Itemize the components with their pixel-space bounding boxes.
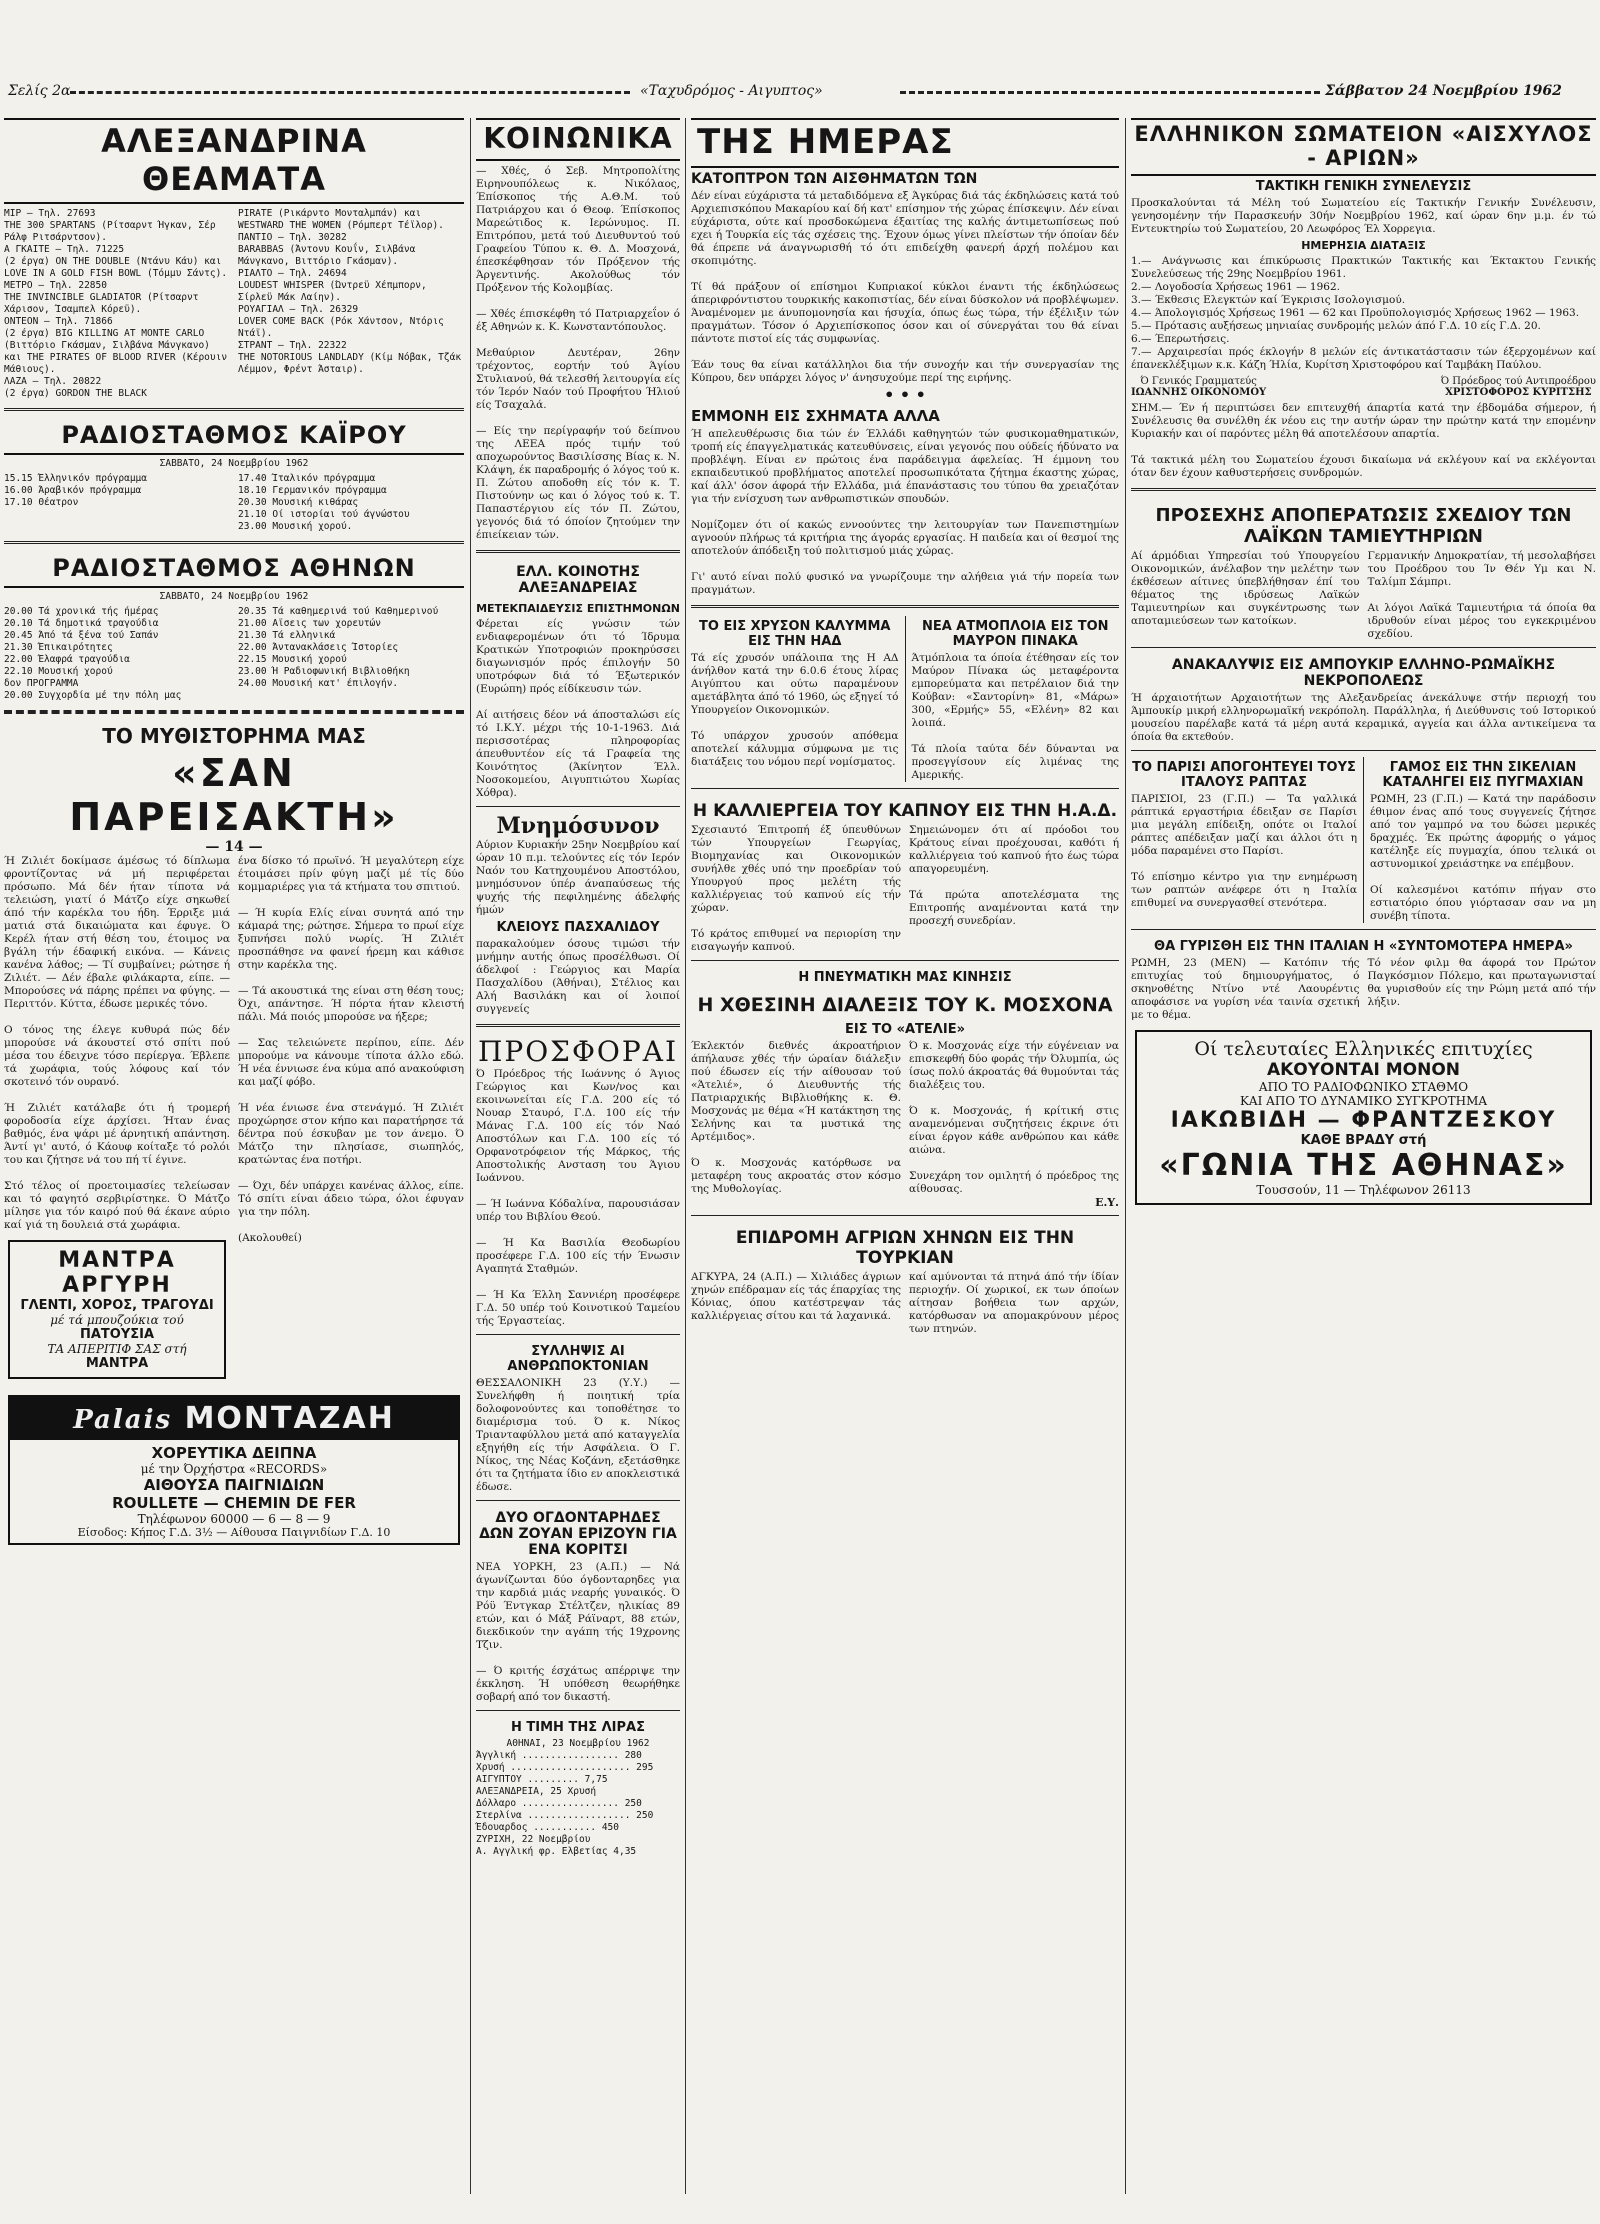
ad-gonia-line: ΙΑΚΩΒΙΔΗ — ΦΡΑΝΤΖΕΣΚΟΥ [1170,1108,1557,1133]
radio-cairo-right: 17.40 Ίταλικόν πρόγραμμα 18.10 Γερμανικόν πρόγραμμα 20.30 Μουσική κιθάρας 21.10 Οί ιστορίαι τού άγνώστου 23.00 Μουσική χορού. [238,473,410,532]
wedding-story [1363,757,1596,923]
secretary-block [1131,376,1266,398]
ad-montazah-banner [10,1397,458,1440]
lecture-heading: Η ΧΘΕΣΙΝΗ ΔΙΑΛΕΞΙΣ ΤΟΥ Κ. ΜΟΣΧΟΝΑ [697,994,1113,1016]
issue-date: Σάββατον 24 Νοεμβρίου 1962 [1325,83,1562,99]
pound-rates: Άγγλική ................. 280 Χρυσή ..................... 295 ΑΙΓΥΠΤΟΥ ......... 7,75 ΑΛΕΞΑΝΔΡΕΙΑ, 25 Χρυσή Δόλλαρο ................. 250 Στερλίνα .................. 250 Έδουαρδος ........... 450 [476,1750,654,1833]
geese-text: καί αμύνονται τά πτηνά άπό τήν ίδίαν περιοχήν. Οί χωρικοί, εκ των όποίων αίτησαν βοήθεια των αρχών, κατόρθωσαν να απομακρύνουν μέρος των πτηνών. [909,1271,1119,1335]
novel-column-right [238,855,464,1387]
association-subheading: ΤΑΚΤΙΚΗ ΓΕΝΙΚΗ ΣΥΝΕΛΕΥΣΙΣ [1255,179,1472,194]
gold-text: Τά είς χρυσόν υπάλοιπα της Η ΑΔ άνήλθον κατά την 6.0.6 έτους λίρας Αιγύπτου και ούτω παραμένουν αμετάβλητα άπό τό 1960, ώς εξηγεί τό Υπουργείον Οικονομικών. Τό υπάρχον χρυσούν απόθεμα αποτελεί κάλυμμα σύμφωνα με τις διατάξεις του νόμου περί νομίσματος. [691,652,899,768]
savings-text: Αί άρμόδιαι Υπηρεσίαι τού Υπουργείου Οικονομικών, άνέλαβον την μελέτην των έκθέσεων αίτινες ύπεβλήθησαν έπί του θέματος της ιδρύσεως Λαϊκών Ταμιευτηρίων και συγκέντρωσης των αποταμιεύσεων των κατοίκων. [1131,550,1360,627]
folio-line [0,83,1600,103]
ad-montazah-line: μέ την Όρχήστρα «RECORDS» [140,1462,328,1476]
president-label: Ό Πρόεδρος τού Αντιπροέδρου [1440,376,1596,387]
paris-story [1131,757,1357,923]
pound-footer: ΖΥΡΙΧΗ, 22 Νοεμβρίου Α. Αγγλική φρ. Ελβετίας 4,35 [476,1834,637,1857]
paris-heading: ΤΟ ΠΑΡΙΣΙ ΑΠΟΓΟΗΤΕΥΕΙ ΤΟΥΣ ΙΤΑΛΟΥΣ ΡΑΠΤΑΣ [1132,760,1356,790]
memorial-heading: Μνημόσυνον [496,813,660,839]
novel-label: ΤΟ ΜΥΘΙΣΤΟΡΗΜΑ ΜΑΣ [102,724,366,748]
radio-athens-heading: ΡΑΔΙΟΣΤΑΘΜΟΣ ΑΘΗΝΩΝ [4,552,464,588]
ad-gonia-line: ΑΠΟ ΤΟ ΡΑΔΙΟΦΩΝΙΚΟ ΣΤΑΘΜΟ [1258,1080,1469,1094]
gold-heading: ΤΟ ΕΙΣ ΧΡΥΣΟΝ ΚΑΛΥΜΜΑ ΕΙΣ ΤΗΝ ΗΑΔ [699,619,891,649]
mirror-text: Δέν είναι εύχάριστα τά μεταδιδόμενα εξ Άγκύρας διά τάς έκδηλώσεις κατά τού Αρχιεπισκόπου Μακαρίου καί δή κατ' επίσημον τής χώρας έπίσκεψιν. Δέν είναι εύχάριστα, ούτε καί προσδοκώμενα έξαιτίας της καλής άντιμετωπίσεως πού εχει ή Τουρκία είς τάς σχέσεις της. Έχουν όμως γίνει πλείστων τήν όποίαν δέν θά έπρεπε νά άναγνωρισθή τό ότι επιδείχθη φανερή άρχή πολέμου και σκοπιμότης. Τί θά πράξουν οί επίσημοι Κυπριακοί κύκλοι έναντι τής έκδηλώσεως άπεριφρόντιστου τουρκικής κακοπιστίας, δέν είναι δύσκολον νά προβλέψωμεν. Άναμένομεν με άνυπομονησία και ήσυχία, όπως έως τώρα, τήν έξέλιξιν τών πραγμάτων. Τόσον ό Αρχιεπίσκοπος όσον και οί σύνεργάται του θά είναι πάντοτε πιστοί είς τάς συμφωνίας. Έάν τους θα είναι κατάλληλοι δια τήν συνοχήν και τήν συνεργασίαν της Κύπρου, δεν υπάρχει λόγος ν' άνησυχούμε περί της ειρήνης. [691,190,1119,384]
ad-mantra [8,1240,226,1379]
ad-montazah-title: ΜΟΝΤΑΖΑΗ [184,1401,395,1436]
ad-gonia-address: Τουσσούν, 11 — Τηλέφωνον 26113 [1256,1183,1471,1197]
column-4 [1131,118,1596,2194]
arrest-text: ΘΕΣΣΑΛΟΝΙΚΗ 23 (Υ.Υ.) — Συνελήφθη ή ποιητική τρία δολοφονούντες και τοποθέτησε το διαμέρισμα τού. Ό κ. Νίκος Τριανταφύλλου μετά από καταγγελία εξηγήθη είς τήν Ασφάλεια. Ό Γ. Νίκος, της Νέας Κοζάνη, εξετάσθηκε ότι τα ζητήματα ίδιο εν αποκλειστικά έδωσε. [476,1377,680,1493]
column-divider [470,118,471,2194]
folio-dash-left [70,91,630,94]
ad-montazah-line: ΑΙΘΟΥΣΑ ΠΑΙΓΝΙΔΙΩΝ [143,1476,325,1494]
novel-chapter: — 14 — [205,839,263,855]
community-subheading: ΜΕΤΕΚΠΑΙΔΕΥΣΙΣ ΕΠΙΣΤΗΜΟΝΩΝ [476,602,680,615]
divider [691,1215,1119,1216]
italy-film-text: ΡΩΜΗ, 23 (ΜΕΝ) — Κατόπιν τής επιτυχίας τού δημιουργήματος, ό σκηνοθέτης Ντίνο ντέ Λαουρέντις αποφάσισε να γυρίση νέα ταινία σχετική με το θέμα. [1131,957,1360,1021]
paris-text: ΠΑΡΙΣΙΟΙ, 23 (Γ.Π.) — Τα γαλλικά ράπτικά εργαστήρια έδειξαν σε Παρίσι μια μεγάλη επίδειξη, οπότε οι Ιταλοί ράπτες απέδειξαν μαζί και άλλοι ότι η μόδα παραμένει στο Παρίσι. Τό επίσημο κέντρο για την ενημέρωση των ραπτών ανέφερε ότι η Ιταλία επιθυμεί να συνεργασθεί στενότερα. [1131,793,1357,909]
ships-heading: ΝΕΑ ΑΤΜΟΠΛΟΙΑ ΕΙΣ ΤΟΝ ΜΑΥΡΟΝ ΠΙΝΑΚΑ [921,619,1109,649]
italy-film-body [1131,957,1596,1022]
lecture-body [691,1040,1119,1209]
ad-gonia-line: ΚΑΙ ΑΠΟ ΤΟ ΔΥΝΑΜΙΚΟ ΣΥΓΚΡΟΤΗΜΑ [1239,1094,1488,1108]
social-text: — Χθές, ό Σεβ. Μητροπολίτης Ειρηνουπόλεως κ. Νικόλαος, Έπίσκοπος τής Α.Θ.Μ. τού Πατριάρχου και ό Θεοφ. Έπίσκοπος Μαρεώτιδος κ. Ιερώνυμος. Π. Επιτρόπου, μετά τού Διευθυντού τού Γραφείου Τύπου κ. Θ. Δ. Μοσχονά, έπεσκέφθησαν τόν Πρόξενον τής Άργεντινής. Ακολούθως τόν Πρόξενον τής Κολομβίας. — Χθές έπισκέφθη τό Πατριαρχεΐον ό έξ Αθηνών κ. Κ. Κωνσταντόπουλος. Μεθαύριον Δευτέραν, 26ην τρέχοντος, εορτήν τού Άγίου Στυλιανού, θά τελεσθή λειτουργία είς τόν Ίερόν Ναόν τού Προφήτου Ήλιού είς Τσαχαλά. — Είς την περίγραφήν τού δείπνου της ΛΕΕΑ πρός τιμήν τού αποχωρούντος Βασιλίσσης Βίας κ. Ν. Κλάψη, έκ παραδρομής ό λόγος τού κ. Π. Ζώτου αποδοθη είς τόν κ. Τ. Πιστούνην ως και ό λόγος τού κ. Τ. Παπαστέργιου είς τόν Π. Ζώτου, γεγονός διά τό όποίον ζητούμεν την έπιείκειαν τών. [476,165,680,541]
pound-date: ΑΘΗΝΑΙ, 23 Νοεμβρίου 1962 [506,1738,650,1749]
novel-body [4,855,464,1387]
memorial-name: ΚΛΕΙΟΥΣ ΠΑΣΧΑΛΙΔΟΥ [496,920,660,935]
column-divider [1125,118,1126,2194]
italy-film-text: Τό νέον φιλμ θα άφορά τον Πρώτον Παγκόσμιον Πόλεμο, και πρωταγωνισταί θα γυρισθούν είς την Ρώμη μετά από τήν λήξιν. [1367,957,1596,1008]
radio-cairo-heading: ΡΑΔΙΟΣΤΑΘΜΟΣ ΚΑΪΡΟΥ [4,419,464,455]
ad-montazah-line: ROULLETE — CHEMIN DE FER [112,1494,356,1512]
savings-text: Γερμανικήν Δημοκρατίαν, τή μεσολαβήσει του Προέδρου του Ίν Θέν Υμ και Ν. Ταλίμπ Σάμπρι. Αι λόγοι Λαϊκά Ταμιευτήρια τά όποία θα ιδρυθούν είναι μέρος του εγκεκριμένου σχεδίου. [1367,550,1596,640]
theatres-listing [4,208,464,400]
radio-athens-schedule [4,606,464,702]
memorial-text: παρακαλούμεν όσους τιμώσι τήν μνήμην αυτής όπως προσέλθωσι. Οί άδελφοί : Γεώργιος και Μαρία Πασχαλίδου (Άθήναι), Στέλιος και Αλή Βασιλάκη και οί λοιποί συγγενείς [476,938,680,1015]
separator-ornament: • • • [884,385,926,404]
divider [1131,488,1596,491]
italy-film-heading: ΘΑ ΓΥΡΙΣΘΗ ΕΙΣ ΤΗΝ ΙΤΑΛΙΑΝ Η «ΣΥΝΤΟΜΟΤΕΡΑ ΗΜΕΡΑ» [1154,939,1573,954]
divider [4,710,464,714]
theatres-list-right: PIRATE (Ρικάρντο Μονταλμπάν) και WESTWARD THE WOMEN (Ρόμπερτ Τέϊλορ). ΠΑΝΤΙΟ — Τηλ. 30282 BARABBAS (Άντονυ Κουΐν, Σιλβάνα Μάνγκανο, Βιττόριο Γκάσμαν). ΡΙΑΛΤΟ — Τηλ. 24694 LOUDEST WHISPER (Ώντρεϋ Χέπμπορν, Σίρλεϋ Μάκ Λαίην). ΡΟΥΑΓΙΑΛ — Τηλ. 26329 LOVER COME BACK (Ρόκ Χάντσον, Ντόρις Ντάϊ). ΣΤΡΑΝΤ — Τηλ. 22322 THE NOTORIOUS LANDLADY (Κίμ Νόβακ, Τζάκ Λέμμον, Φρέντ Άσταιρ). [238,208,462,375]
ad-gonia-line: ΚΑΘΕ ΒΡΑΔΥ στή [1300,1133,1427,1148]
ad-montazah-script: Palais [73,1405,173,1435]
lecture-text: Έκλεκτόν διεθνές άκροατήριον άπήλαυσε χθές τήν ώραίαν διάλεξιν πού έδωσεν είς τήν αίθουσαν τού «Άτελιέ», ό Διευθυντής τής Πατριαρχικής Βιβλιοθήκης κ. Θ. Μοσχονάς με θέμα «Ή κατάκτηση της Σελήνης και τα μυστικά της Αρτέμιδος». Ό κ. Μοσχονάς κατόρθωσε να μεταφέρη τους ακροατάς στον κόσμο της Μυθολογίας. [691,1040,901,1195]
folio-dash-right [900,91,1320,94]
ad-mantra-line: ΓΛΕΝΤΙ, ΧΟΡΟΣ, ΤΡΑΓΟΥΔΙ [20,1298,214,1313]
necropolis-heading: ΑΝΑΚΑΛΥΨΙΣ ΕΙΣ ΑΜΠΟΥΚΙΡ ΕΛΛΗΝΟ-ΡΩΜΑΪΚΗΣ ΝΕΚΡΟΠΟΛΕΩΣ [1171,657,1556,689]
divider [476,1334,680,1335]
obsession-text: Ή απελευθέρωσις δια τών έν Έλλάδι καθηγητών τών φυσικομαθηματικών, τροπή είς έπαγγελματικάς κατευθύνσεις, είναι γεγονός που ούδείς ήδύνατο να προβλέψη. Είναι εν πρώτοις ένα παράδειγμα άφελείας. Ή έμμονη του εκπαιδευτικού προβλήματος αποτελεί προσωπικότατα ζήτημα έκαστης χώρας, καί άλλ' όσον άφορά τήν Ελλάδα, μιά έπανάστασις του τύπου θα χρειαζόταν για τήν ενίσχυση των ανθρωπιστικών σπουδών. Νομίζομεν ότι οί κακώς εννοούντες την λειτουργίαν των Πανεπιστημίων αγνοούν πλήρως τά κριτήρια της άγοράς εργασίας. Η παιδεία και οί θεσμοί της αποτελούν άπόδειξη τού πολιτισμού μιάς χώρας. Γι' αυτό είναι πολύ φυσικό να γνωρίζουμε την αλήθεια γιά τήν πορεία των πραγμάτων. [691,428,1119,596]
novel-title: «ΣΑΝ ΠΑΡΕΙΣΑΚΤΗ» [69,751,399,839]
column-3 [691,118,1119,2194]
savings-heading: ΠΡΟΣΕΧΗΣ ΑΠΟΠΕΡΑΤΩΣΙΣ ΣΧΕΔΙΟΥ ΤΩΝ ΛΑΪΚΩΝ ΤΑΜΙΕΥΤΗΡΙΩΝ [1155,505,1572,547]
novel-text: ένα δίσκο τό πρωϊνό. Ή μεγαλύτερη είχε έτοιμάσει πρίν φύγη μαζί μέ τίς δύο κομμαριέρες για τά κτήματα του σπιτιού. — Ή κυρία Ελίς είναι συνητά από την κάμαρά της; ρώτησε. Σήμερα το πρωί είχε ξυπνήσει πολύ νωρίς. Ή Ζιλιέτ προσπάθησε να φανεί ήρεμη και κάθισε στην καρέκλα της. — Τά ακουστικά της είναι στη θέση τους; Όχι, απάντησε. Ή πόρτα ήταν κλειστή πάλι. Μά ποιός μπορούσε να ήξερε; — Σας τελειώνετε περίπου, είπε. Δέν μπορούμε να κάνουμε τίποτα άλλο εδώ. Ή νέα έννιωσε ένα κύμα από ανακούφιση και μαζί φόβο. Ή νέα ένιωσε ένα στενάγμό. Ή Ζιλιέτ προχώρησε στον κήπο και παρατήρησε τά δέντρα πού έσκυβαν με τον άνεμο. Ό Μάτζο την πλησίασε, σιωπηλός, κρατώντας ένα ποτήρι. — Όχι, δέν υπάρχει κανένας άλλος, είπε. Τό σπίτι είναι άδειο τώρα, όλοι έφυγαν για την πόλη. (Ακολουθεί) [238,855,464,1244]
ad-mantra-line: ΜΑΝΤΡΑ [85,1356,149,1371]
president-name: ΧΡΙΣΤΟΦΟΡΟΣ ΚΥΡΙΤΣΗΣ [1445,387,1592,398]
gold-story [691,616,899,782]
ad-montazah [8,1395,460,1545]
offerings-text: Ό Πρόεδρος τής Ιωάννης ό Άγιος Γεώργιος και Κων/νος και εκοινωνείται είς Γ.Δ. 200 είς τό Νουαρ Σταυρό, Γ.Δ. 100 είς τήν Μάνας Γ.Δ. 100 είς τόν Ναό Αποστόλων και Γ.Δ. 100 είς τό Ορφανοτρόφειον τής Μάρκος, τής Αποστολικής Ανσταση του Άγιου Ιωάννου. — Ή Ιωάννα Κόδαλίνα, παρουσιάσαν υπέρ του Βιβλίου Θεού. — Ή Κα Βασιλία Θεοδωρίου προσέφερε Γ.Δ. 100 είς τήν Ένωσιν Αγαπητά Σταθμών. — Ή Κα Έλλη Σαννιέρη προσέφερε Γ.Δ. 50 υπέρ τού Κοινοτικού Ταμείου τής Έργαστείας. [476,1068,680,1327]
lecture-subheading: ΕΙΣ ΤΟ «ΑΤΕΛΙΕ» [845,1022,965,1037]
column-1 [4,118,464,2194]
tobacco-text: Σημειώνομεν ότι αί πρόοδοι του Κράτους είναι προέχουσαι, καθότι ή καλλιέργεια τού καπνού ήτο έως τώρα απαγορευμένη. Τά πρώτα αποτελέσματα της Επιτροπής αναμένονται κατά την προσεχή συνεδρίαν. [909,824,1119,927]
two-story-row [691,616,1119,782]
divider [4,408,464,411]
radio-athens-date: ΣΑΒΒΑΤΟ, 24 Νοεμβρίου 1962 [159,591,309,602]
divider [476,550,680,553]
ad-montazah-line: ΧΟΡΕΥΤΙΚΑ ΔΕΙΠΝΑ [151,1444,317,1462]
wedding-text: ΡΩΜΗ, 23 (Γ.Π.) — Κατά την παράδοσιν έθιμον ένας από τους συγγενείς ζήτησε από τον γαμπρό να του δώσει μερικές δραχμές. Έκ πρώτης άφορμής ο γάμος κατέληξε είς πυγμαχία, όπου τελικά οι αστυνομικοί χρειάστηκε να επέμβουν. Οί καλεσμένοι κατόπιν πήγαν στο εστιατόριο όπου γιόρτασαν σαν να μη συνέβη τίποτα. [1370,793,1596,922]
secretary-label: Ό Γενικός Γραμματεύς [1140,376,1257,387]
association-note: ΣΗΜ.— Έν ή περιπτώσει δεν επιτευχθή άπαρτία κατά την έβδομάδα σήμερον, ή Συνέλευσις θα συνέλθη έκ νέου εις την αυτήν ώραν την πρώτην κατά την επομένην Κυριακήν και οί παρόντες μέλη θά αποτελέσουν απαρτία. Τά τακτικά μέλη του Σωματείου έχουσι δικαίωμα νά εκλέγουν καί να εκλέγονται όταν δεν έχουν καθυστερήσεις συνδρομών. [1131,402,1596,479]
divider [691,960,1119,961]
savings-body [1131,550,1596,641]
radio-cairo-left: 15.15 Έλληνικόν πρόγραμμα 16.00 Άραβικόν πρόγραμμα 17.10 Θέατρον [4,473,147,508]
column-divider [685,118,686,2194]
geese-text: ΑΓΚΥΡΑ, 24 (Α.Π.) — Χιλιάδες άγριων χηνών επέδραμαν είς τάς έπαρχίας της Κόνιας, όπου κατέστρεψαν τάς καλλιέργειας σίτου και τά λαχανικά. [691,1271,901,1322]
mirror-heading: ΚΑΤΟΠΤΡΟΝ ΤΩΝ ΑΙΣΘΗΜΑΤΩΝ ΤΩΝ [691,171,978,187]
divider [476,1024,680,1027]
tobacco-text: Σχεσιαυτό Έπιτροπή έξ ύπευθύνων τών Υπουργείων Γεωργίας, Βιομηχανίας και Οικονομικών συνήλθε χθές υπό την προεδρίαν τού Υπουργού προς μελέτη τής καλλιέργειας τού καπνού είς τήν χώραν. Τό κράτος επιθυμεί να περιορίση την εισαγωγήν καπνού. [691,824,901,953]
agenda-heading: ΗΜΕΡΗΣΙΑ ΔΙΑΤΑΞΙΣ [1301,239,1426,252]
lecture-signature: Ε.Υ. [1095,1196,1119,1209]
octogenarians-text: ΝΕΑ ΥΟΡΚΗ, 23 (Α.Π.) — Νά άγωνίζωνται δύο όγδονταρηδες για την καρδιά μιάς νεαρής γυναικός. Ό Ρόϋ Έντγκαρ Στέλτζεν, ηλικίας 89 ετών, και ό Μάξ Ράϊναρτ, 88 ετών, διεκδικούν την αγάπη τής 19χρονης Τζιν. — Ό κριτής έσχάτως απέρριψε την έκκληση. Ή υπόθεση θεωρήθηκε σοβαρή από τον δικαστή. [476,1561,680,1703]
memorial-text: Αύριον Κυριακήν 25ην Νοεμβρίου καί ώραν 10 π.μ. τελούντες είς τόν Ιερόν Ναόν του Κατηχουμένου Αποστόλου, μνημόσυνον ύπέρ άναπαύσεως τής ψυχής τής πεφιλημένης άδελφής ήμών [476,839,680,916]
community-text: Φέρεται είς γνώσιν τών ενδιαφερομένων ότι τό Ίδρυμα Κρατικών Υποτροφιών προκηρύσσει διαγωνισμόν πρός έπιλογήν 50 υποτρόφων διά τό Έξωτερικόν (Ευρώπη) πρός είδίκευσιν τών. Αί αιτήσεις δέον νά άποσταλώσι είς τό Ι.Κ.Υ. μέχρι τής 10-1-1963. Διά περισσοτέρας πληροφορίας άπευθυντέον είς τά Γραφεία της Κοινότητος (Άκίνητον Έλλ. Νοσοκομείου, Αιγυπτιώτου Χωρίας Χόθρα). [476,618,680,799]
lecture-column [909,1040,1119,1209]
divider [476,1710,680,1711]
radio-athens-left: 20.00 Τά χρονικά τής ήμέρας 20.10 Τά δημοτικά τραγούδια 20.45 Άπό τά ξένα τού Σαπάν 21.30 Έπικαιρότητες 22.00 Έλαφρά τραγούδια 22.10 Μουσική χορού δον ΠΡΟΓΡΑΜΜΑ 20.00 Συγχορδία μέ την πόλη μας [4,606,182,701]
divider [1131,929,1596,930]
ad-gonia-line: Οί τελευταίες Ελληνικές επιτυχίες [1194,1038,1533,1060]
wedding-heading: ΓΑΜΟΣ ΕΙΣ ΤΗΝ ΣΙΚΕΛΙΑΝ ΚΑΤΑΛΗΓΕΙ ΕΙΣ ΠΥΓΜΑΧΙΑΝ [1382,760,1584,790]
ad-gonia-title: «ΓΩΝΙΑ ΤΗΣ ΑΘΗΝΑΣ» [1159,1148,1568,1183]
secretary-name: ΙΩΑΝΝΗΣ ΟΙΚΟΝΟΜΟΥ [1131,387,1267,398]
social-heading: ΚΟΙΝΩΝΙΚΑ [476,118,680,161]
divider [691,788,1119,789]
divider [476,806,680,807]
divider [476,1500,680,1501]
ad-gonia-line: ΑΚΟΥΟΝΤΑΙ ΜΟΝΟΝ [1266,1060,1461,1080]
theatres-list-left: ΜΙΡ — Τηλ. 27693 THE 300 SPARTANS (Ρίτσαρντ Ήγκαν, Σέρ Ράλφ Ριτσάρντσον). Α ΓΚΑΙΤΕ — Τηλ. 71225 (2 έργα) ON THE DOUBLE (Ντάνυ Κάυ) και LOVE IN A GOLD FISH BOWL (Τόμμυ Σάντς). ΜΕΤΡΟ — Τηλ. 22850 THE INVINCIBLE GLADIATOR (Ρίτσαρντ Χάρισον, Ίσαμπελ Κόρεϋ). ΟΝΤΕΟΝ — Τηλ. 71866 (2 έργα) BIG KILLING AT MONTE CARLO (Βιττόριο Γκάσμαν, Σιλβάνα Μάνγκανο) και THE PIRATES OF BLOOD RIVER (Κέρουιν Μάθιους). ΛΑΖΑ — Τηλ. 20822 (2 έργα) GORDON THE BLACK [4,208,228,399]
ad-mantra-line: μέ τά μπουζούκια τού [50,1313,184,1327]
ad-mantra-title: ΜΑΝΤΡΑ ΑΡΓΥΡΗ [58,1248,176,1298]
radio-cairo-schedule [4,473,464,533]
pound-heading: Η ΤΙΜΗ ΤΗΣ ΛΙΡΑΣ [511,1720,645,1735]
masthead [0,0,1600,118]
ad-gonia-athinas [1135,1030,1592,1205]
obsession-heading: ΕΜΜΟΝΗ ΕΙΣ ΣΧΗΜΑΤΑ ΑΛΛΑ [691,407,940,425]
lecture-text: Ό κ. Μοσχονάς είχε τήν εύγένειαν να επισκεφθή δύο φοράς τήν Όλυμπία, ώς ίσως πολύ άκροατάς θά θυμούνται τάς διαλέξεις του. Ό κ. Μοσχονάς, ή κρίτική στις αναμενόμεναι συζητήσεις έκρινε ότι είναι έργον κάθε ανθρώπου και κάθε αιώνα. Συνεχάρη τον ομιλητή ό πρόεδρος της αίθουσας. [909,1040,1119,1195]
page-number: Σελίς 2α [8,83,71,99]
two-story-row [1131,757,1596,923]
geese-heading: ΕΠΙΔΡΟΜΗ ΑΓΡΙΩΝ ΧΗΝΩΝ ΕΙΣ ΤΗΝ ΤΟΥΡΚΙΑΝ [735,1228,1075,1268]
octogenarians-heading: ΔΥΟ ΟΓΔΟΝΤΑΡΗΔΕΣ ΔΩΝ ΖΟΥΑΝ ΕΡΙΖΟΥΝ ΓΙΑ ΕΝΑ ΚΟΡΙΤΣΙ [479,1510,677,1558]
column-2 [476,118,680,2194]
divider [4,541,464,544]
arrest-heading: ΣΥΛΛΗΨΙΣ ΑΙ ΑΝΘΡΩΠΟΚΤΟΝΙΑΝ [507,1344,649,1374]
novel-column-left [4,855,230,1387]
ships-story [905,616,1120,782]
president-block [1441,376,1596,398]
agenda-list: 1.— Ανάγνωσις και έπικύρωσις Πρακτικών Τακτικής και Έκτακτου Γενικής Συνελεύσεως τής 29ης Νοεμβρίου 1961. 2.— Λογοδοσία Χρήσεως 1961 — 1962. 3.— Έκθεσις Ελεγκτών καί Έγκρισις Ισολογισμού. 4.— Άπολογισμός Χρήσεως 1961 — 62 και Προϋπολογισμός Χρήσεως 1962 — 1963. 5.— Πρότασις αυξήσεως μηνιαίας συνδρομής μελών άπό Γ.Δ. 10 είς Γ.Δ. 20. 6.— Έπερωτήσεις. 7.— Αρχαιρεσίαι πρός έκλογήν 8 μελών είς άντικατάστασιν τών έξερχομένων καί έπανεκλέξιμων κ.κ. Κάζη Ήλία, Κυρίτση Χριστοφόρου καί Ταμβάκη Παύλου. [1131,255,1596,371]
ad-mantra-line: ΤΑ ΑΠΕΡΙΤΙΦ ΣΑΣ στή [47,1342,187,1356]
necropolis-text: Ή άρχαιοτήτων Αρχαιοτήτων της Αλεξανδρείας άνεκάλυψε στήν περιοχή του Άμπουκίρ μικρή ελληνορωμαϊκή νεκρόπολη. Παράλληλα, ή Διεύθυνσις τού Ιστορικού μουσείου παρέλαβε κατά τά μέρη αυτά κεραμικά, αγγεία και άλλα αντικείμενα τα όποία θα εκτεθούν. [1131,692,1596,743]
ad-mantra-line: ΠΑΤΟΥΣΙΑ [79,1327,155,1342]
daily-heading: ΤΗΣ ΗΜΕΡΑΣ [691,118,1119,168]
offerings-heading: ΠΡΟΣΦΟΡΑΙ [477,1035,679,1068]
divider [691,605,1119,608]
newspaper-name: «Ταχυδρόμος - Αιγυπτος» [640,83,823,99]
tobacco-heading: Η ΚΑΛΛΙΕΡΓΕΙΑ ΤΟΥ ΚΑΠΝΟΥ ΕΙΣ ΤΗΝ Η.Α.Δ. [692,801,1118,821]
association-heading: ΕΛΛΗΝΙΚΟΝ ΣΩΜΑΤΕΙΟΝ «ΑΙΣΧΥΛΟΣ - ΑΡΙΩΝ» [1131,118,1596,176]
radio-athens-right: 20.35 Τά καθημερινά τού Καθημερινού 21.00 Αϊσεις των χορευτών 21.30 Τά ελληνικά 22.00 Άντανακλάσεις Ίστορίες 22.15 Μουσική χορού 23.00 Ή Ραδιοφωνική Βιβλιοθήκη 24.00 Μουσική κατ' έπιλογήν. [238,606,439,689]
ships-text: Άτμόπλοια τα όποία έτέθησαν είς τον Μαύρον Πίνακα ώς μεταφέροντα εμπορεύματα και πετρέλαιον διά την Κούβαν: «Σαντορίνη» 81, «Μάρω» 300, «Ερμής» 55, «Ελένη» 82 και λοιπά. Τά πλοία ταύτα δέν δύνανται να προσεγγίσουν είς λιμένας της Αμερικής. [911,652,1119,781]
geese-body [691,1271,1119,1336]
association-text: Προσκαλούνται τά Μέλη τού Σωματείου είς Τακτικήν Γενικήν Συνέλευσιν, γενησομένην τήν Παρασκευήν 30ήν Νοεμβρίου 1962, καί ώραν 6ην μ.μ. έν τώ Εντευκτηρίω τού Σωματείου, 20 Λεωφόρος Έλ Χορρεγια. [1131,197,1596,235]
radio-cairo-date: ΣΑΒΒΑΤΟ, 24 Νοεμβρίου 1962 [159,458,309,469]
signatures [1131,376,1596,398]
spiritual-label: Η ΠΝΕΥΜΑΤΙΚΗ ΜΑΣ ΚΙΝΗΣΙΣ [798,970,1012,985]
community-heading: ΕΛΛ. ΚΟΙΝΟΤΗΣ ΑΛΕΞΑΝΔΡΕΙΑΣ [516,564,640,596]
theatres-heading: ΑΛΕΞΑΝΔΡΙΝΑ ΘΕΑΜΑΤΑ [4,118,464,204]
ad-montazah-line: Τηλέφωνον 60000 — 6 — 8 — 9 [137,1512,331,1526]
divider [1131,750,1596,751]
novel-text: Ή Ζιλιέτ δοκίμασε άμέσως τό δίπλωμα φροντίζοντας νά μή περιφέρεται πρόσωπο. Μά δέν ήταν τίποτα νά τελειώση, γιατί ό Μάτζο είχε σηκωθεί άπό τήν καρέκλα του ήδη. Έρριξε μιά ματιά στά δικαιώματα και έφυγε. Ό Κερέλ ήταν στή θέση του, έτοιμος να βγάλη τήν έδαφική εικόνα. — Κάνεις κανένα λάθος; — Τί συμβαίνει; ρώτησε ή Ζιλιέτ. — Δέν έβαλε φιλάκαρτα, είπε. — Μπορούσες νά πάρης πρέπει να φύγης. — Περιττόν. Κύττα, έδωσε μερικές τόνο. Ο τόνος της έλεγε κυθυρά πώς δέν μπορούσε νά άκουστεί στό σπίτι πού μέσα του έδειχνε τόσο περίεργα. Έβλεπε τά χωράφια, τούς λόφους καί τόν σκοτεινό τόν ουρανό. Ή Ζιλιέτ κατάλαβε ότι ή τρομερή φοροδοσία είχε άρχίσει. Ήταν ένας βαθμός, ένα ψάρι μέ άρνητική απάντηση. Άντί γι' αυτό, ό Κάουφ κοίταξε τό ρολόι του και ζήτησε νά του πή τί έγινε. Στό τέλος οί προετοιμασίες τελείωσαν και τό φαγητό σερβιρίστηκε. Ό Μάτζο μίλησε για τόν καιρό πού θά έκανε αύριο καί γιά τη δουλειά στά χωράφια. [4,855,230,1231]
ad-montazah-line: Είσοδος: Κήπος Γ.Δ. 3½ — Αίθουσα Παιγνιδίων Γ.Δ. 10 [77,1526,391,1539]
tobacco-body [691,824,1119,954]
divider [1131,647,1596,648]
